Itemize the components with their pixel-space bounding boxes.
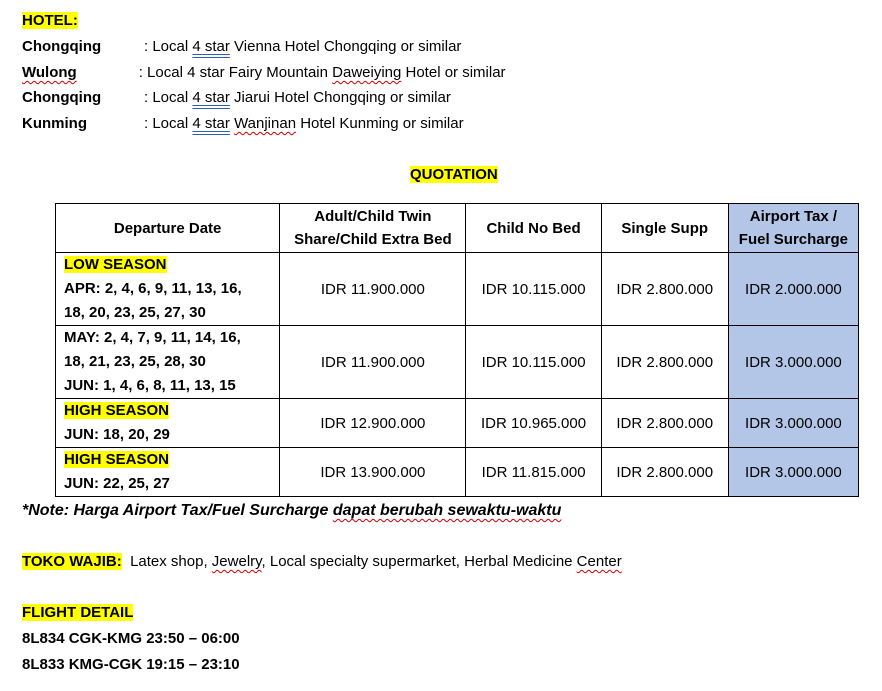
quotation-heading: QUOTATION: [410, 166, 498, 183]
hotel-row-wulong: Wulong : Local 4 star Fairy Mountain Daweiying Hotel or similar: [22, 64, 506, 81]
price-single-supp: IDR 2.800.000: [601, 326, 728, 399]
quotation-table: [55, 203, 859, 497]
col-child-no-bed: Child No Bed: [466, 204, 601, 253]
price-airport-tax: IDR 2.000.000: [728, 253, 858, 326]
flight-line-outbound: 8L834 CGK-KMG 23:50 – 06:00: [22, 630, 240, 647]
flight-line-return: 8L833 KMG-CGK 19:15 – 23:10: [22, 656, 240, 673]
col-twin-share: Adult/Child Twin Share/Child Extra Bed: [280, 204, 466, 253]
price-twin: IDR 13.900.000: [280, 448, 466, 497]
price-child-no-bed: IDR 11.815.000: [466, 448, 601, 497]
note-text: *Note: Harga Airport Tax/Fuel Surcharge dapat berubah sewaktu-waktu: [22, 502, 562, 519]
price-child-no-bed: IDR 10.115.000: [466, 326, 601, 399]
table-row: [56, 448, 859, 497]
price-single-supp: IDR 2.800.000: [601, 253, 728, 326]
price-child-no-bed: IDR 10.965.000: [466, 399, 601, 448]
table-row: [56, 326, 859, 399]
price-child-no-bed: IDR 10.115.000: [466, 253, 601, 326]
price-twin: IDR 12.900.000: [280, 399, 466, 448]
departure-cell: HIGH SEASON JUN: 18, 20, 29: [56, 399, 280, 448]
table-row: [56, 399, 859, 448]
price-airport-tax: IDR 3.000.000: [728, 326, 858, 399]
table-header-row: [56, 204, 859, 253]
departure-cell: MAY: 2, 4, 7, 9, 11, 14, 16, 18, 21, 23, 25, 28, 30 JUN: 1, 4, 6, 8, 11, 13, 15: [56, 326, 280, 399]
toko-wajib: TOKO WAJIB: Latex shop, Jewelry, Local specialty supermarket, Herbal Medicine Center: [22, 553, 622, 570]
price-airport-tax: IDR 3.000.000: [728, 448, 858, 497]
price-twin: IDR 11.900.000: [280, 253, 466, 326]
price-single-supp: IDR 2.800.000: [601, 448, 728, 497]
price-airport-tax: IDR 3.000.000: [728, 399, 858, 448]
col-departure-date: Departure Date: [56, 204, 280, 253]
departure-cell: LOW SEASON APR: 2, 4, 6, 9, 11, 13, 16, 18, 20, 23, 25, 27, 30: [56, 253, 280, 326]
price-twin: IDR 11.900.000: [280, 326, 466, 399]
flight-heading: FLIGHT DETAIL: [22, 604, 134, 621]
departure-cell: HIGH SEASON JUN: 22, 25, 27: [56, 448, 280, 497]
col-airport-tax: Airport Tax / Fuel Surcharge: [728, 204, 858, 253]
hotel-heading: HOTEL:: [22, 12, 78, 29]
hotel-row-chongqing-1: Chongqing : Local 4 star Vienna Hotel Chongqing or similar: [22, 38, 462, 55]
table-row: [56, 253, 859, 326]
hotel-row-chongqing-2: Chongqing : Local 4 star Jiarui Hotel Chongqing or similar: [22, 89, 451, 106]
hotel-row-kunming: Kunming : Local 4 star Wanjinan Hotel Kunming or similar: [22, 115, 464, 132]
price-single-supp: IDR 2.800.000: [601, 399, 728, 448]
col-single-supp: Single Supp: [601, 204, 728, 253]
